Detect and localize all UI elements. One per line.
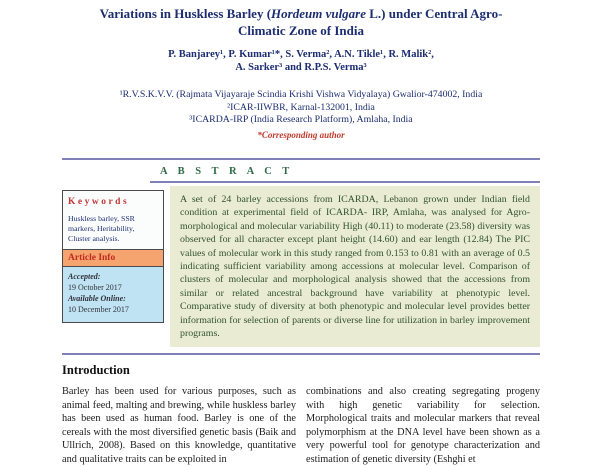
- paper-title-pre: Variations in Huskless Barley (: [99, 6, 272, 21]
- accepted-date: 19 October 2017: [68, 282, 122, 292]
- abstract-box: [170, 186, 540, 347]
- intro-left-column: Barley has been used for various purposes, such as animal feed, malting and brewing, while huskless barley has been used as human food. Barley is one of the cereals with the most diversified genetic basis (Baik and Ullrich, 2008). Based on this knowledge, quantitative and qualitative traits can be exploited in: [62, 386, 296, 465]
- info-sidebar: [62, 190, 164, 347]
- divider-abstract: [150, 181, 540, 183]
- affiliations-block: [62, 89, 540, 141]
- keywords-box: [62, 190, 164, 250]
- available-online-date: 10 December 2017: [68, 304, 129, 314]
- authors-line-2: A. Sarker³ and R.P.S. Verma³: [235, 62, 367, 73]
- paper-title: [91, 5, 511, 39]
- article-info-heading: Article Info: [62, 250, 164, 267]
- divider-bottom: [62, 353, 540, 355]
- intro-right-column: combinations and also creating segregating progeny with high genetic variability for selection. Morphological traits and molecular markers that reveal polymorphism at the DNA level have been shown as a very powerful tool for genotype characterization and estimation of genetic diversity (Eshghi et: [306, 386, 540, 465]
- abstract-text: A set of 24 barley accessions from ICARDA, Lebanon grown under Indian field condition at experimental field of ICARDA- IRP, Amlaha, was analysed for Agro-morphological and molecular variability High (40.11) to moderate (23.58) diversity was observed for all character except plant height (14.60) and ear length (12.84) The PIC values of molecular work in this study ranged from 0.153 to 0.81 with an average of 0.5 indicating sufficient variability among accessions at molecular level. Comparison of clusters of molecular and morphological analysis showed that the accessions from similar or related ancestral background have variability at phenotypic level. Comparative study of diversity at both phenotypic and molecular level provides better information for selection of parents or diverse line for utilization in barley improvement programs.: [180, 194, 530, 340]
- authors-line-1: P. Banjarey¹, P. Kumar¹*, S. Verma², A.N. Tikle¹, R. Malik²,: [168, 49, 434, 60]
- paper-title-species-italic: Hordeum vulgare: [271, 6, 367, 21]
- paper-header: [62, 5, 540, 141]
- introduction-heading: Introduction: [62, 363, 130, 378]
- affiliation-1: ¹R.V.S.K.V.V. (Rajmata Vijayaraje Scindia Krishi Vishwa Vidyalaya) Gwalior-474002, India: [119, 89, 483, 100]
- abstract-section: [62, 186, 540, 347]
- keywords-text: Huskless barley, SSR markers, Heritability, Cluster analysis.: [68, 214, 135, 243]
- affiliation-3: ³ICARDA-IRP (India Research Platform), Amlaha, India: [189, 114, 413, 125]
- corresponding-author-note: *Corresponding author: [257, 129, 345, 140]
- accepted-label: Accepted:: [68, 272, 101, 281]
- article-info-box: [62, 267, 164, 323]
- available-online-label: Available Online:: [68, 294, 126, 303]
- keywords-heading: Keywords: [68, 197, 130, 207]
- introduction-columns: [62, 385, 540, 465]
- divider-top: [62, 158, 540, 160]
- affiliation-2: ²ICAR-IIWBR, Karnal-132001, India: [227, 101, 375, 113]
- abstract-heading: A B S T R A C T: [160, 166, 294, 177]
- paper-title-post: L.) under Central Agro-Climatic Zone of India: [237, 6, 503, 38]
